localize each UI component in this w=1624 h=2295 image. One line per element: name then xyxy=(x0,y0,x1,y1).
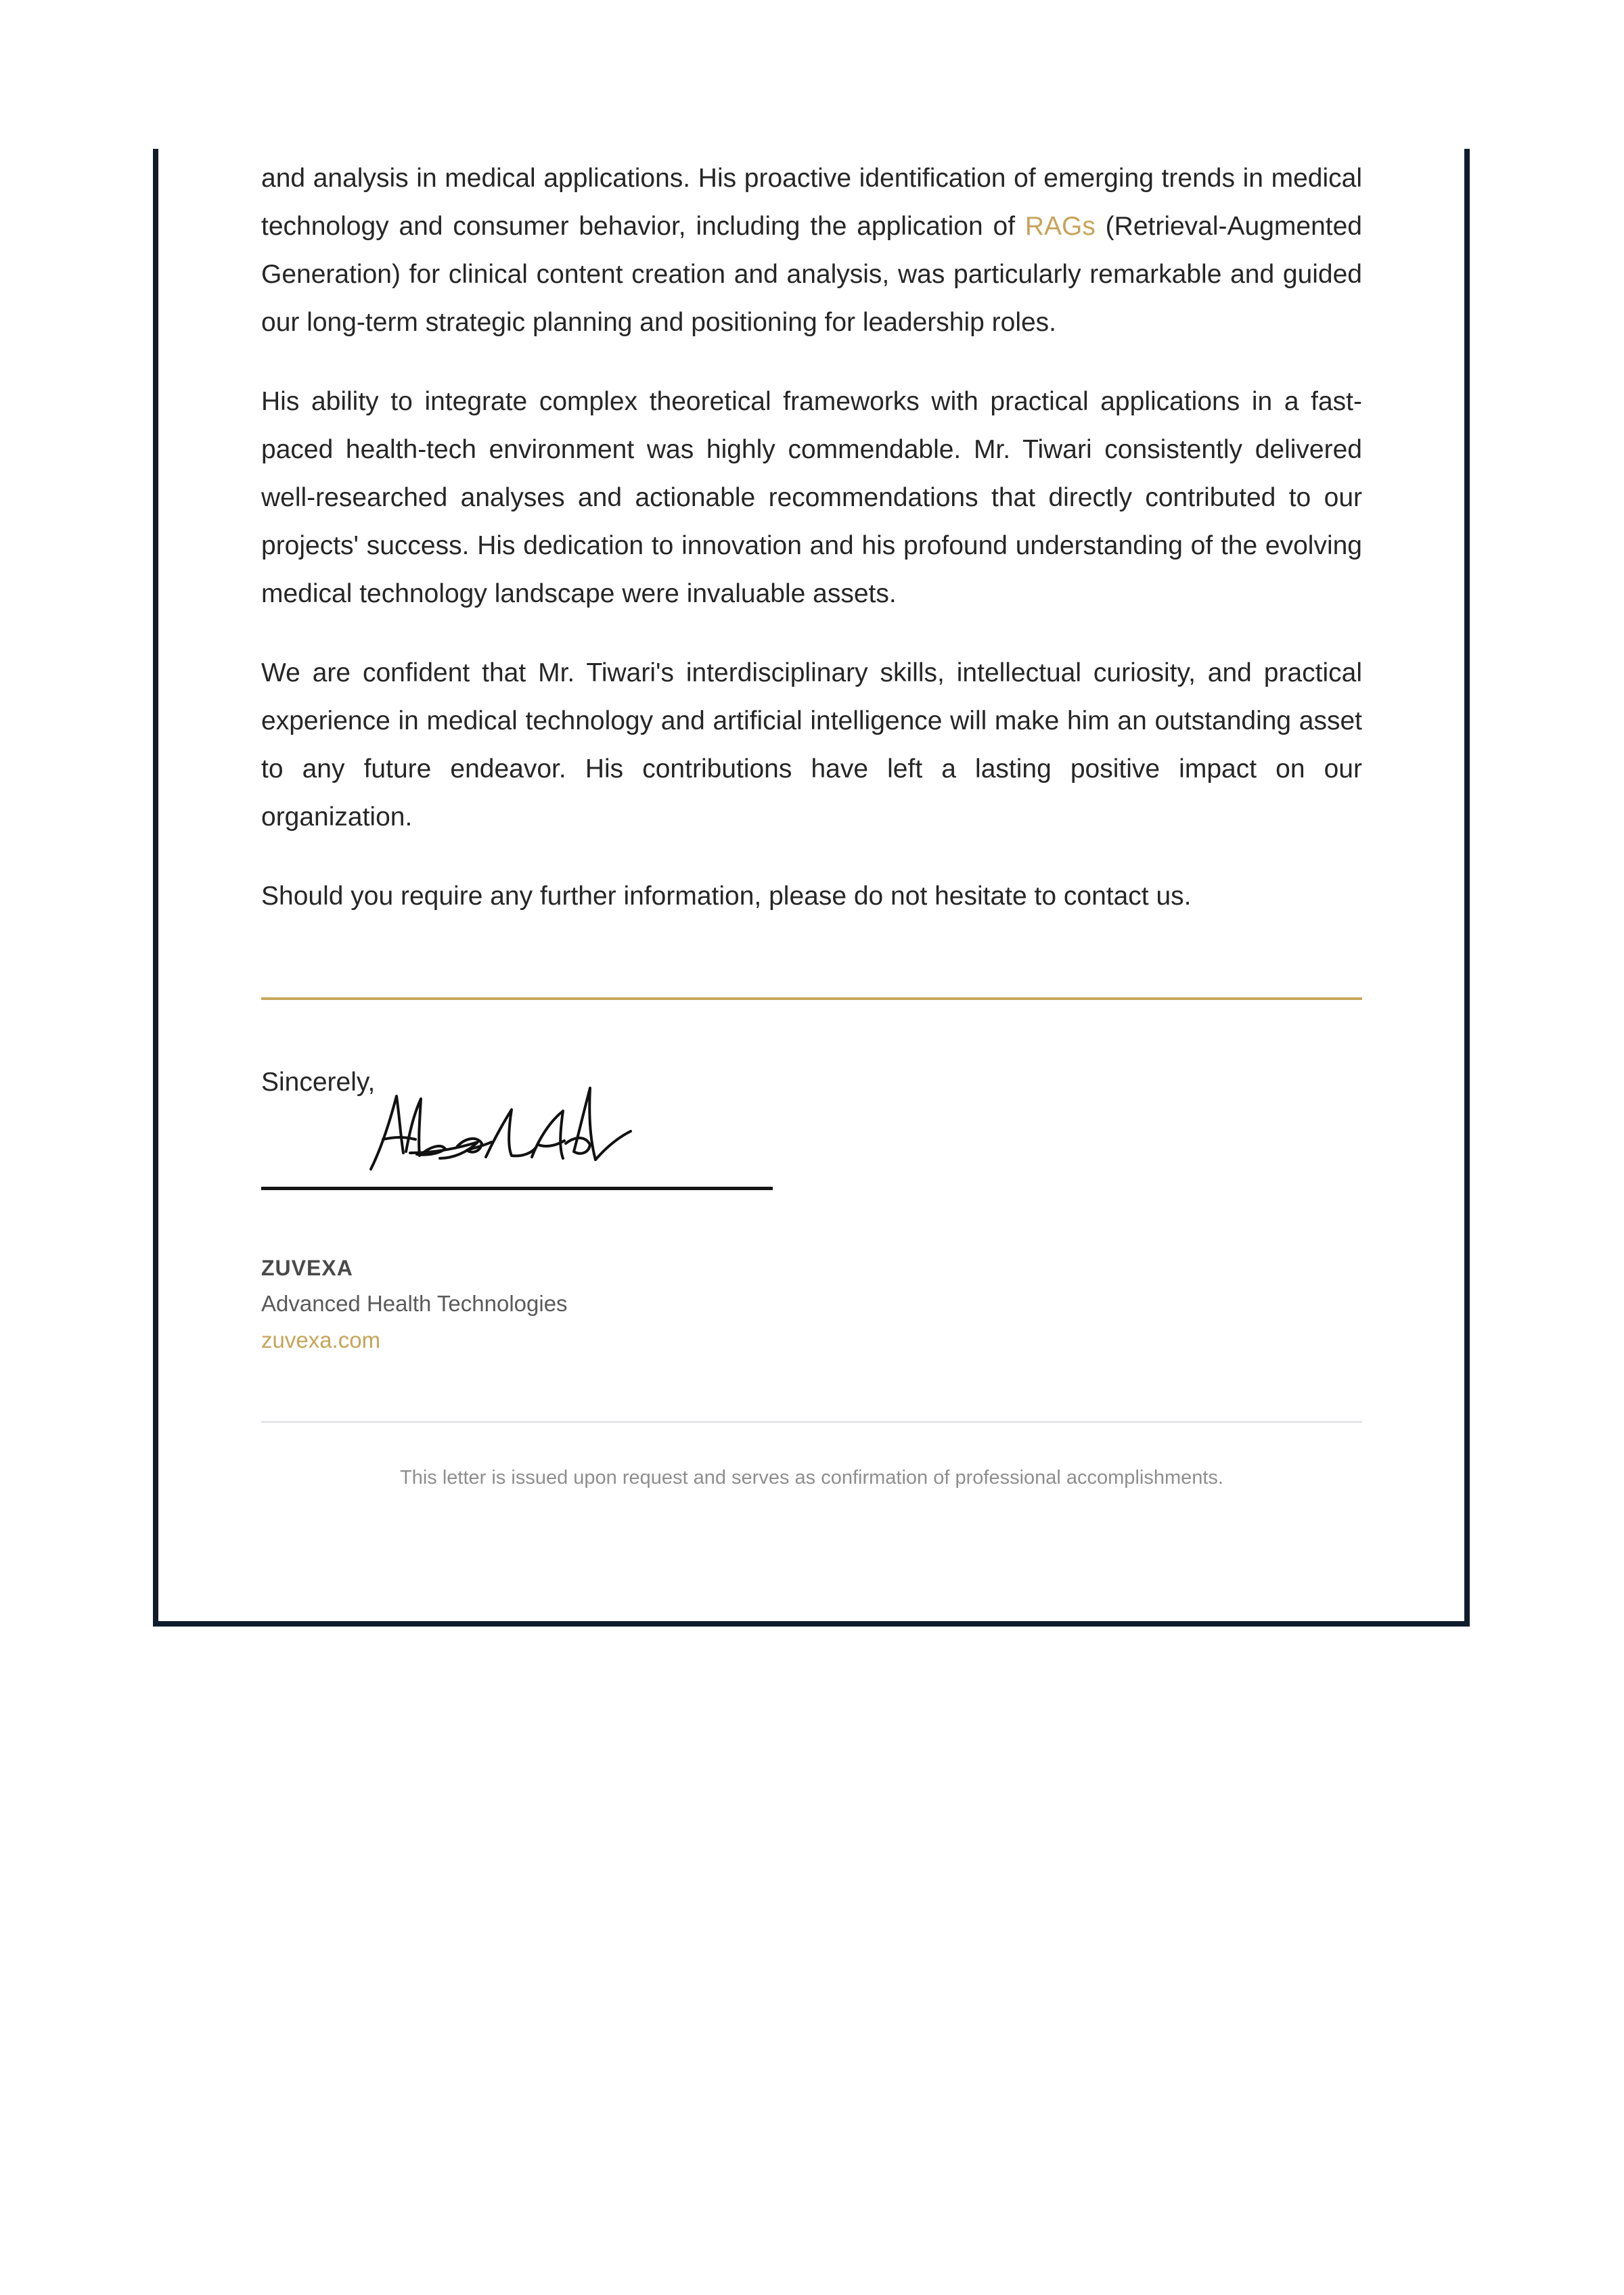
paragraph-text: and analysis in medical applications. His proactive identification of emerging trends in medical technology and consumer behavior, including the application of xyxy=(261,164,1362,241)
footer-note: This letter is issued upon request and serves as confirmation of professional accomplishments. xyxy=(400,1467,1223,1489)
gold-divider xyxy=(261,997,1362,1000)
letter-body xyxy=(261,154,1362,920)
paragraph-contact: Should you require any further information, please do not hesitate to contact us. xyxy=(261,882,1192,911)
company-name: ZUVEXA xyxy=(261,1256,353,1280)
handwritten-signature xyxy=(365,1083,650,1184)
footer-divider xyxy=(261,1421,1362,1423)
paragraph-contributions xyxy=(261,154,1362,346)
closing-salutation: Sincerely, xyxy=(261,1068,376,1097)
paragraph-text: (Retrieval-Augmented Generation) for clinical content creation and analysis, was particularly remarkable and guided our long-term strategic planning and positioning for leadership roles. xyxy=(261,212,1363,337)
rags-highlight: RAGs xyxy=(1024,212,1096,241)
signature-line xyxy=(261,1187,773,1190)
paragraph-recommendation: We are confident that Mr. Tiwari's interdisciplinary skills, intellectual curiosity, and practical experience in medical technology and artificial intelligence will make him an outstanding asset to any future endeavor. His contributions have left a lasting positive impact on our organization. xyxy=(261,658,1362,832)
paragraph-abilities: His ability to integrate complex theoretical frameworks with practical applications in a fast-paced health-tech environment was highly commendable. Mr. Tiwari consistently delivered well-researched analyses and actionable recommendations that directly contributed to our projects' success. His dedication to innovation and his profound understanding of the evolving medical technology landscape were invaluable assets. xyxy=(261,387,1362,608)
company-tagline: Advanced Health Technologies xyxy=(261,1291,568,1316)
company-website-link[interactable]: zuvexa.com xyxy=(261,1327,381,1353)
